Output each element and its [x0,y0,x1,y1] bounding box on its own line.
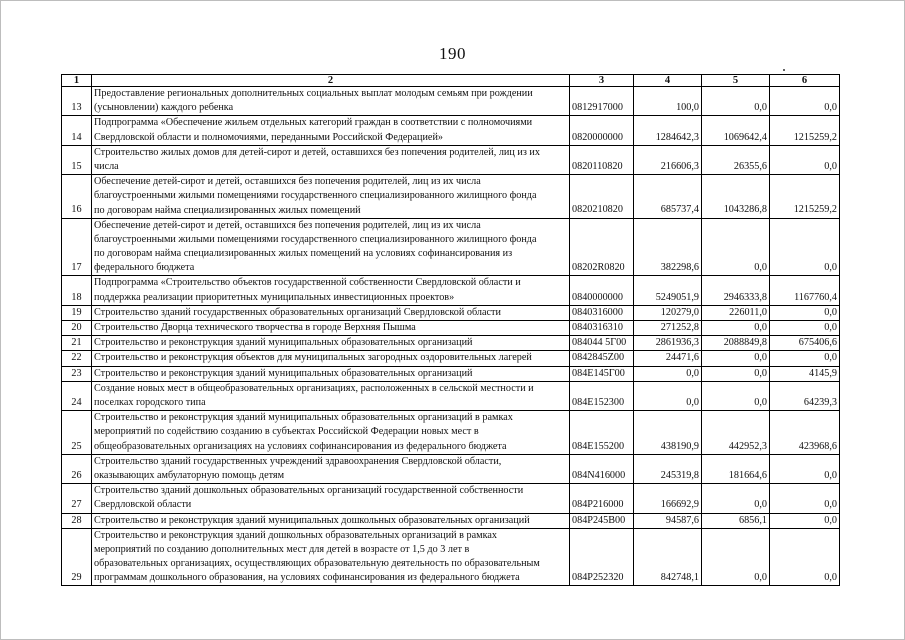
table-row [62,528,840,586]
col-header-6: 6 [770,75,840,87]
row-description [92,276,570,305]
table-body [62,87,840,586]
table-row [62,218,840,276]
row-value-col4: 24471,6 [634,351,702,366]
description-line: по договорам найма специализированных жилых помещений на условиях софинансирования из [94,248,513,260]
header-row [62,75,840,87]
row-value-col4: 94587,6 [634,513,702,528]
row-number: 21 [62,336,92,351]
row-value-col5: 0,0 [702,351,770,366]
row-value-col5: 0,0 [702,528,770,586]
row-code: 084P216000 [570,484,634,513]
row-code: 0820210820 [570,175,634,219]
description-line: благоустроенными жилыми помещениями государственного специализированного жилищного фонда [94,233,537,245]
row-value-col6: 0,0 [770,218,840,276]
row-value-col5: 2088849,8 [702,336,770,351]
row-number: 15 [62,145,92,174]
row-value-col5: 0,0 [702,87,770,116]
row-value-col6: 675406,6 [770,336,840,351]
row-value-col4: 2861936,3 [634,336,702,351]
row-number: 20 [62,321,92,336]
row-code: 0842845Z00 [570,351,634,366]
row-code: 0812917000 [570,87,634,116]
row-value-col5: 26355,6 [702,145,770,174]
budget-table [61,74,840,586]
scan-dot [783,69,785,71]
row-description [92,381,570,410]
row-value-col6: 0,0 [770,454,840,483]
row-value-col5: 0,0 [702,381,770,410]
row-code: 0820000000 [570,116,634,145]
row-description [92,321,570,336]
page-number: 190 [439,44,466,63]
row-value-col4: 438190,9 [634,411,702,455]
description-line: Строительство зданий государственных образовательных организаций Свердловской области [94,306,501,318]
description-line: Свердловской области и полномочиями, переданными Российской Федерацией» [94,131,443,143]
col-header-2: 2 [92,75,570,87]
row-value-col5: 6856,1 [702,513,770,528]
row-value-col4: 100,0 [634,87,702,116]
description-line: Строительство зданий дошкольных образовательных организаций государственной собственности [94,485,524,497]
description-line: Строительство зданий государственных учреждений здравоохранения Свердловской области, [94,455,502,467]
row-description [92,454,570,483]
table-row [62,321,840,336]
description-line: Строительство Дворца технического творчества в городе Верхняя Пышма [94,322,416,334]
row-description [92,366,570,381]
row-description [92,351,570,366]
row-value-col5: 1043286,8 [702,175,770,219]
table-row [62,116,840,145]
row-value-col4: 685737,4 [634,175,702,219]
row-description [92,305,570,320]
row-value-col4: 0,0 [634,381,702,410]
row-number: 29 [62,528,92,586]
row-number: 25 [62,411,92,455]
table-row [62,381,840,410]
col-header-1: 1 [62,75,92,87]
row-number: 19 [62,305,92,320]
table-row [62,513,840,528]
col-header-4: 4 [634,75,702,87]
row-value-col4: 120279,0 [634,305,702,320]
table-row [62,175,840,219]
row-value-col5: 442952,3 [702,411,770,455]
description-line: общеобразовательных организациях на условиях софинансирования из федерального бюджета [94,440,507,452]
description-line: Подпрограмма «Обеспечение жильем отдельных категорий граждан в соответствии с полномочиями [94,117,533,129]
description-line: Строительство и реконструкция зданий муниципальных образовательных организаций в рамках [94,412,513,424]
table-row [62,454,840,483]
description-line: Строительство и реконструкция объектов для муниципальных загородных оздоровительных лагерей [94,352,532,364]
row-code: 084Е155200 [570,411,634,455]
description-line: Строительство и реконструкция зданий дошкольных образовательных организаций в рамках [94,529,497,541]
row-value-col5: 0,0 [702,366,770,381]
row-number: 23 [62,366,92,381]
row-value-col5: 226011,0 [702,305,770,320]
row-code: 084Е152300 [570,381,634,410]
row-code: 0840316310 [570,321,634,336]
description-line: федерального бюджета [94,262,195,274]
table-row [62,305,840,320]
row-description [92,336,570,351]
description-line: мероприятий по созданию дополнительных мест для детей в возрасте от 1,5 до 3 лет в [94,543,470,555]
row-value-col6: 1215259,2 [770,175,840,219]
row-value-col4: 5249051,9 [634,276,702,305]
row-value-col6: 1167760,4 [770,276,840,305]
row-value-col5: 181664,6 [702,454,770,483]
table-row [62,276,840,305]
description-line: поддержка реализации приоритетных муниципальных инвестиционных проектов» [94,291,455,303]
description-line: мероприятий по содействию созданию в субъектах Российской Федерации новых мест в [94,426,479,438]
row-value-col5: 0,0 [702,218,770,276]
table-row [62,336,840,351]
row-code: 08202R0820 [570,218,634,276]
description-line: Обеспечение детей-сирот и детей, оставшихся без попечения родителей, лиц из их числа [94,219,481,231]
row-value-col4: 166692,9 [634,484,702,513]
row-number: 26 [62,454,92,483]
description-line: Создание новых мест в общеобразовательных организациях, расположенных в сельской местности и [94,382,534,394]
row-value-col4: 1284642,3 [634,116,702,145]
description-line: программам дошкольного образования, на условиях софинансирования из федерального бюджета [94,572,520,584]
row-value-col6: 1215259,2 [770,116,840,145]
description-line: Предоставление региональных дополнительных социальных выплат молодым семьям при рождении [94,88,533,99]
row-value-col4: 245319,8 [634,454,702,483]
row-value-col6: 64239,3 [770,381,840,410]
row-description [92,145,570,174]
description-line: Обеспечение детей-сирот и детей, оставшихся без попечения родителей, лиц из их числа [94,176,481,188]
row-number: 17 [62,218,92,276]
row-value-col5: 2946333,8 [702,276,770,305]
row-value-col4: 0,0 [634,366,702,381]
row-number: 14 [62,116,92,145]
row-value-col5: 1069642,4 [702,116,770,145]
row-value-col6: 4145,9 [770,366,840,381]
row-value-col6: 0,0 [770,351,840,366]
description-line: поселках городского типа [94,397,206,409]
description-line: образовательных организациях, осуществляющих образовательную деятельность по образовательным [94,558,540,570]
row-number: 22 [62,351,92,366]
row-code: 084N416000 [570,454,634,483]
description-line: Строительство и реконструкция зданий муниципальных образовательных организаций [94,337,473,349]
table-row [62,484,840,513]
row-code: 084P252320 [570,528,634,586]
row-value-col4: 216606,3 [634,145,702,174]
col-header-5: 5 [702,75,770,87]
description-line: числа [94,160,119,172]
row-number: 13 [62,87,92,116]
row-code: 0820110820 [570,145,634,174]
row-description [92,528,570,586]
row-number: 24 [62,381,92,410]
row-value-col5: 0,0 [702,321,770,336]
row-value-col4: 842748,1 [634,528,702,586]
row-code: 084Е145Г00 [570,366,634,381]
table-row [62,366,840,381]
row-description [92,411,570,455]
row-value-col6: 0,0 [770,528,840,586]
row-code: 0840316000 [570,305,634,320]
row-number: 16 [62,175,92,219]
row-value-col4: 382298,6 [634,218,702,276]
row-code: 0840000000 [570,276,634,305]
col-header-3: 3 [570,75,634,87]
description-line: (усыновлении) каждого ребенка [94,102,234,114]
table-row [62,411,840,455]
table-row [62,87,840,116]
table-row [62,351,840,366]
description-line: Свердловской области [94,499,192,511]
row-value-col6: 0,0 [770,305,840,320]
row-value-col6: 0,0 [770,513,840,528]
row-number: 27 [62,484,92,513]
description-line: благоустроенными жилыми помещениями государственного специализированного жилищного фонда [94,190,537,202]
row-value-col6: 0,0 [770,484,840,513]
row-number: 18 [62,276,92,305]
description-line: Строительство и реконструкция зданий муниципальных образовательных организаций [94,367,473,379]
row-description [92,116,570,145]
row-description [92,484,570,513]
table-row [62,145,840,174]
row-value-col6: 0,0 [770,87,840,116]
row-description [92,87,570,116]
row-value-col6: 423968,6 [770,411,840,455]
description-line: по договорам найма специализированных жилых помещений [94,204,361,216]
row-value-col4: 271252,8 [634,321,702,336]
row-value-col6: 0,0 [770,145,840,174]
description-line: Строительство и реконструкция зданий муниципальных дошкольных образовательных организаций [94,514,530,526]
description-line: Подпрограмма «Строительство объектов государственной собственности Свердловской области и [94,277,521,289]
description-line: оказывающих амбулаторную помощь детям [94,469,285,481]
description-line: Строительство жилых домов для детей-сирот и детей, оставшихся без попечения родителей, лиц из их [94,146,540,158]
row-number: 28 [62,513,92,528]
row-description [92,175,570,219]
row-value-col5: 0,0 [702,484,770,513]
row-description [92,218,570,276]
row-code: 084P245B00 [570,513,634,528]
row-description [92,513,570,528]
row-code: 084044 5Г00 [570,336,634,351]
row-value-col6: 0,0 [770,321,840,336]
